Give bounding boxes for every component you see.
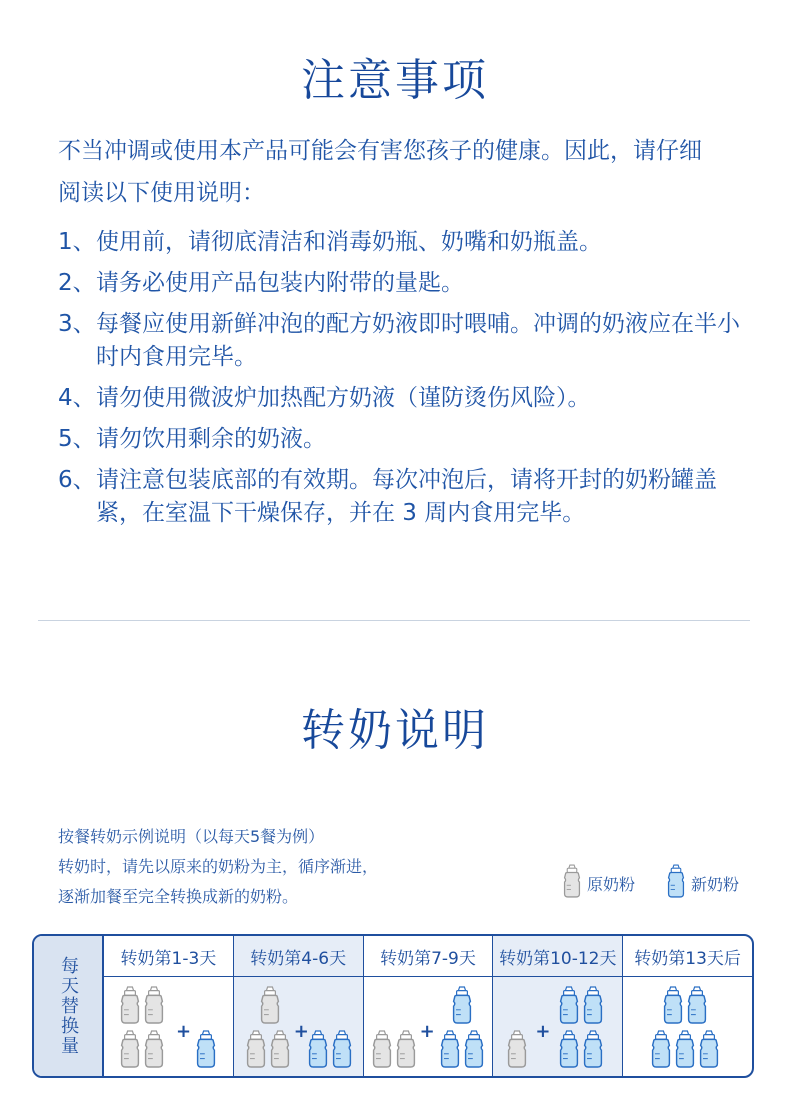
list-item (58, 464, 748, 530)
old-bottle-icon (370, 1029, 394, 1073)
item-number: 3、 (58, 311, 96, 337)
column-bottles (104, 977, 233, 1076)
switching-table (32, 934, 754, 1078)
table-column (234, 936, 364, 1076)
new-bottle-icon (194, 1029, 218, 1073)
old-bottle-icon (394, 1029, 418, 1073)
new-bottle-icon (557, 985, 581, 1029)
plus-sign: + (176, 1021, 192, 1042)
legend-old-label: 原奶粉 (587, 874, 636, 894)
new-bottle-icon (557, 1029, 581, 1073)
item-text: 请注意包装底部的有效期。每次冲泡后，请将开封的奶粉罐盖紧，在室温下干燥保存，并在 3 周内食用完毕。 (96, 467, 717, 526)
table-column (364, 936, 494, 1076)
table-column (493, 936, 623, 1076)
old-bottle-icon (118, 1029, 142, 1073)
item-text: 每餐应使用新鲜冲泡的配方奶液即时喂哺。冲调的奶液应在半小时内食用完毕。 (96, 311, 740, 370)
legend-new (665, 864, 739, 902)
notice-list (58, 226, 748, 538)
item-text: 请务必使用产品包装内附带的量匙。 (96, 270, 464, 296)
table-column (623, 936, 752, 1076)
plus-sign: + (535, 1021, 551, 1042)
new-bottle-icon (661, 985, 685, 1029)
list-item (58, 308, 748, 374)
column-bottles (623, 977, 752, 1076)
new-bottle-icon (685, 985, 709, 1029)
row-header-label: 每天替换量 (58, 956, 79, 1056)
plus-sign: + (293, 1021, 309, 1042)
old-bottle-icon (142, 985, 166, 1029)
item-number: 4、 (58, 385, 96, 411)
new-bottle-icon (581, 985, 605, 1029)
new-bottle-icon (665, 864, 691, 902)
new-bottle-icon (450, 985, 474, 1029)
new-bottle-icon (438, 1029, 462, 1073)
item-text: 请勿饮用剩余的奶液。 (96, 426, 326, 452)
list-item (58, 267, 748, 300)
switching-desc-1: 按餐转奶示例说明（以每天5餐为例） (58, 827, 325, 846)
notice-title: 注意事项 (301, 55, 489, 106)
new-bottle-icon (581, 1029, 605, 1073)
switching-title: 转奶说明 (301, 705, 489, 756)
old-bottle-icon (142, 1029, 166, 1073)
intro-line-1: 不当冲调或使用本产品可能会有害您孩子的健康。因此，请仔细 (58, 138, 702, 164)
item-number: 2、 (58, 270, 96, 296)
old-bottle-icon (505, 1029, 529, 1073)
new-bottle-icon (697, 1029, 721, 1073)
old-bottle-icon (258, 985, 282, 1029)
item-text: 使用前，请彻底清洁和消毒奶瓶、奶嘴和奶瓶盖。 (96, 229, 602, 255)
column-bottles (234, 977, 363, 1076)
switching-desc-2: 转奶时，请先以原来的奶粉为主，循序渐进， (58, 857, 379, 876)
item-number: 5、 (58, 426, 96, 452)
old-bottle-icon (268, 1029, 292, 1073)
section-divider (38, 620, 750, 621)
new-bottle-icon (462, 1029, 486, 1073)
column-header: 转奶第13天后 (623, 936, 752, 977)
old-bottle-icon (561, 864, 587, 902)
column-header: 转奶第7-9天 (364, 936, 493, 977)
notice-intro (58, 130, 748, 214)
new-bottle-icon (649, 1029, 673, 1073)
old-bottle-icon (244, 1029, 268, 1073)
switching-desc-3: 逐渐加餐至完全转换成新的奶粉。 (58, 887, 299, 906)
list-item (58, 226, 748, 259)
column-bottles (493, 977, 622, 1076)
table-column (104, 936, 234, 1076)
intro-line-2: 阅读以下使用说明： (58, 180, 265, 206)
plus-sign: + (419, 1021, 435, 1042)
item-number: 1、 (58, 229, 96, 255)
column-bottles (364, 977, 493, 1076)
item-text: 请勿使用微波炉加热配方奶液（谨防烫伤风险）。 (96, 385, 591, 411)
new-bottle-icon (673, 1029, 697, 1073)
list-item (58, 382, 748, 415)
column-header: 转奶第10-12天 (493, 936, 622, 977)
column-header: 转奶第4-6天 (234, 936, 363, 977)
list-item (58, 423, 748, 456)
row-header (34, 936, 104, 1076)
old-bottle-icon (118, 985, 142, 1029)
new-bottle-icon (306, 1029, 330, 1073)
column-header: 转奶第1-3天 (104, 936, 233, 977)
legend-old (561, 864, 635, 902)
new-bottle-icon (330, 1029, 354, 1073)
legend-new-label: 新奶粉 (691, 874, 740, 894)
item-number: 6、 (58, 467, 96, 493)
